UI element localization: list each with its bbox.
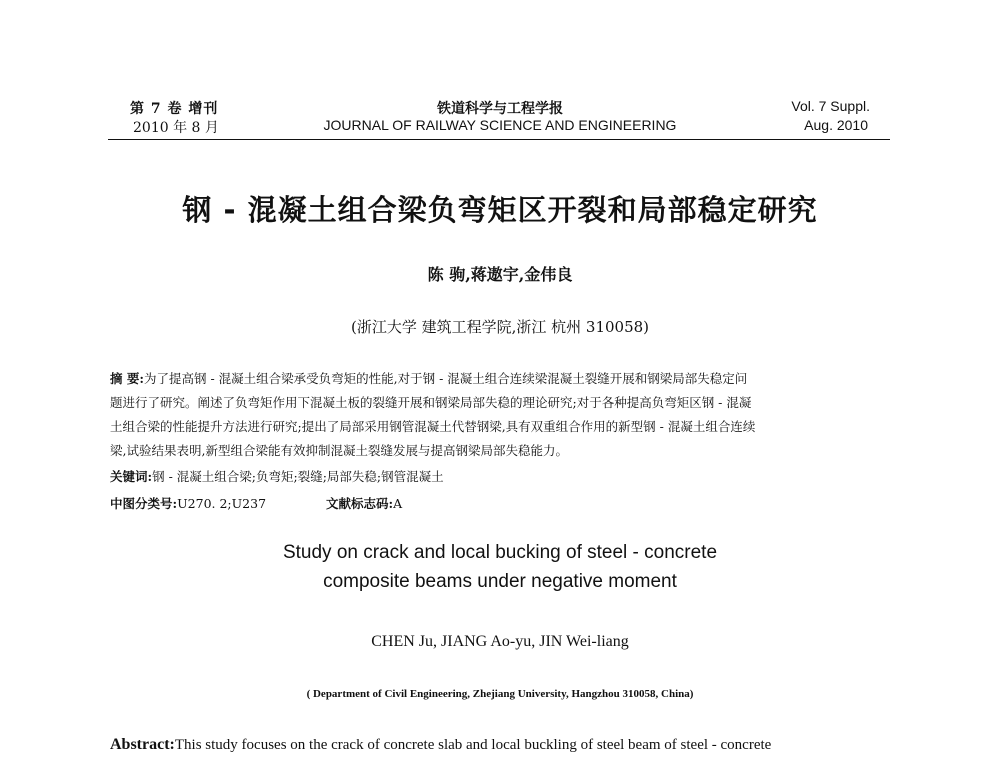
- affiliation-en: ( Department of Civil Engineering, Zhejiang University, Hangzhou 310058, China): [306, 688, 694, 700]
- paper-title-en-line-2: composite beams under negative moment: [323, 571, 677, 592]
- abstract-en-label: Abstract:: [110, 736, 175, 753]
- journal-name-en: JOURNAL OF RAILWAY SCIENCE AND ENGINEERING: [323, 117, 677, 133]
- clc-label: 中图分类号:: [110, 496, 178, 511]
- abstract-cn-line-4: 梁,试验结果表明,新型组合梁能有效抑制混凝土裂缝发展与提高钢梁局部失稳能力。: [110, 443, 568, 458]
- volume-issue-en: Vol. 7 Suppl.: [791, 98, 870, 114]
- abstract-cn-label: 摘 要:: [110, 371, 144, 386]
- paper-title-en-line-1: Study on crack and local bucking of steel - concrete: [282, 542, 718, 563]
- abstract-cn-line-2: 题进行了研究。阐述了负弯矩作用下混凝土板的裂缝开展和钢梁局部失稳的理论研究;对于各种提高负弯矩区钢 - 混凝: [110, 395, 752, 410]
- doc-code-value: A: [393, 496, 403, 511]
- keywords-cn-label: 关键词:: [110, 469, 153, 484]
- date-en: Aug. 2010: [804, 117, 868, 133]
- affiliation-cn: (浙江大学 建筑工程学院,浙江 杭州 310058): [350, 318, 650, 336]
- abstract-cn-line-3: 土组合梁的性能提升方法进行研究;提出了局部采用钢管混凝土代替钢梁,具有双重组合作用的新型钢 - 混凝土组合连续: [110, 419, 756, 434]
- date-cn: 2010 年 8 月: [133, 120, 219, 136]
- abstract-en: [110, 736, 771, 754]
- abstract-en-text: This study focuses on the crack of concrete slab and local buckling of steel beam of steel - concrete: [174, 737, 772, 753]
- header-rule: [108, 139, 890, 140]
- volume-issue-cn: 第 7 卷 增刊: [130, 101, 219, 117]
- doc-code-label: 文献标志码:: [326, 496, 394, 511]
- journal-name-cn: 铁道科学与工程学报: [437, 101, 563, 117]
- keywords-cn: [110, 467, 444, 487]
- abstract-cn-line-1: [110, 369, 747, 389]
- clc-value: U270. 2;U237: [177, 496, 267, 511]
- authors-en: CHEN Ju, JIANG Ao-yu, JIN Wei-liang: [371, 633, 629, 650]
- classification-row: [110, 494, 402, 512]
- paper-title-cn: 钢 - 混凝土组合梁负弯矩区开裂和局部稳定研究: [182, 193, 818, 227]
- abstract-cn-text: 为了提高钢 - 混凝土组合梁承受负弯矩的性能,对于钢 - 混凝土组合连续梁混凝土裂缝开展和钢梁局部失稳定问: [143, 371, 748, 386]
- keywords-cn-text: 钢 - 混凝土组合梁;负弯矩;裂缝;局部失稳;钢管混凝土: [152, 469, 444, 484]
- authors-cn: 陈 驹,蒋遨宇,金伟良: [427, 265, 573, 284]
